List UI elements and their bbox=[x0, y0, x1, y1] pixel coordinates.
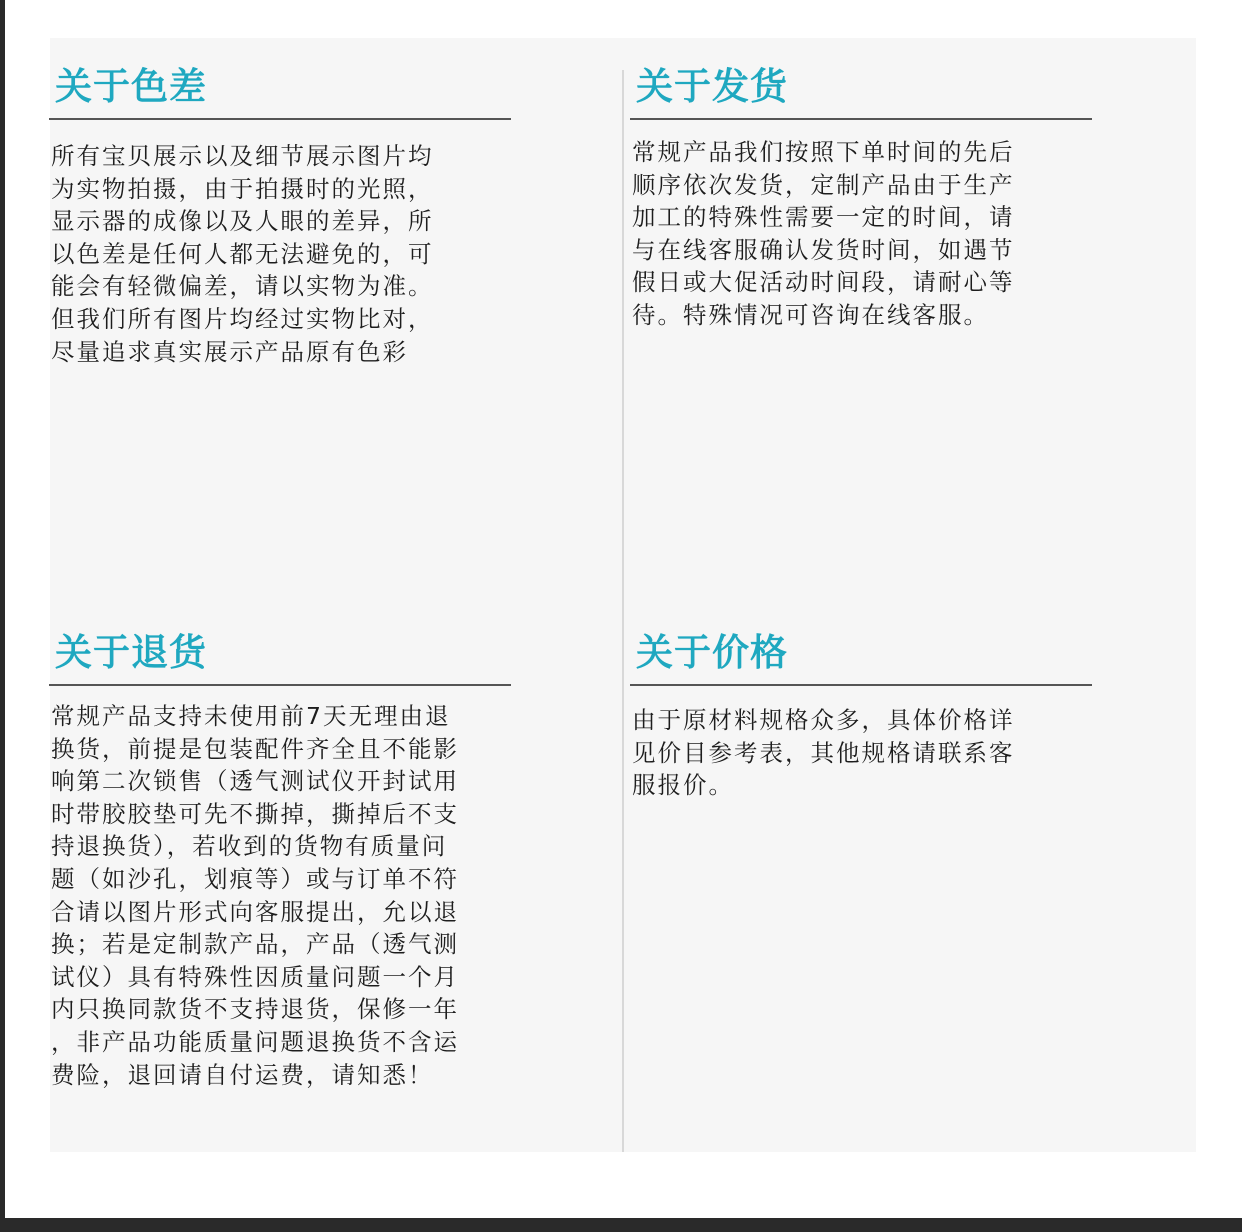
body-line: ，非产品功能质量问题退换货不含运 bbox=[51, 1027, 459, 1056]
title-underline bbox=[630, 684, 1092, 686]
body-line: 持退换货），若收到的货物有质量问 bbox=[51, 832, 448, 861]
title-underline bbox=[49, 684, 511, 686]
column-divider bbox=[622, 70, 624, 1152]
section-price bbox=[630, 630, 1100, 802]
section-shipping bbox=[630, 64, 1100, 332]
section-title: 关于价格 bbox=[636, 631, 788, 674]
body-line: 响第二次锁售（透气测试仪开封试用 bbox=[51, 767, 459, 796]
section-title: 关于色差 bbox=[55, 65, 207, 108]
body-line: 内只换同款货不支持退货，保修一年 bbox=[51, 995, 459, 1024]
body-line: 时带胶胶垫可先不撕掉，撕掉后不支 bbox=[51, 799, 459, 828]
left-edge-bar bbox=[0, 0, 5, 1232]
body-line: 合请以图片形式向客服提出，允以退 bbox=[51, 897, 459, 926]
body-line: 试仪）具有特殊性因质量问题一个月 bbox=[51, 962, 459, 991]
body-line: 常规产品支持未使用前7天无理由退 bbox=[51, 702, 451, 730]
title-underline bbox=[630, 118, 1092, 120]
section-title: 关于发货 bbox=[636, 65, 788, 108]
body-line: 显示器的成像以及人眼的差异，所 bbox=[51, 207, 434, 236]
body-line: 换货，前提是包装配件齐全且不能影 bbox=[51, 734, 459, 763]
bottom-edge-bar bbox=[0, 1218, 1242, 1232]
body-line: 所有宝贝展示以及细节展示图片均 bbox=[51, 142, 434, 170]
body-line: 尽量追求真实展示产品原有色彩 bbox=[51, 337, 408, 366]
body-line: 服报价。 bbox=[632, 771, 734, 800]
body-line: 待。特殊情况可咨询在线客服。 bbox=[632, 300, 989, 329]
body-line: 能会有轻微偏差，请以实物为准。 bbox=[51, 272, 434, 301]
body-line: 假日或大促活动时间段，请耐心等 bbox=[632, 268, 1015, 297]
body-line: 但我们所有图片均经过实物比对， bbox=[51, 304, 434, 333]
body-line: 为实物拍摄，由于拍摄时的光照， bbox=[51, 174, 434, 203]
section-body bbox=[49, 140, 519, 368]
body-line: 以色差是任何人都无法避免的，可 bbox=[51, 239, 434, 268]
body-line: 换；若是定制款产品，产品（透气测 bbox=[51, 930, 459, 959]
section-title: 关于退货 bbox=[55, 631, 207, 674]
section-body bbox=[630, 136, 1100, 332]
section-returns bbox=[49, 630, 519, 1091]
body-line: 顺序依次发货，定制产品由于生产 bbox=[632, 170, 1015, 199]
section-body bbox=[49, 700, 519, 1091]
body-line: 见价目参考表，其他规格请联系客 bbox=[632, 738, 1015, 767]
title-underline bbox=[49, 118, 511, 120]
body-line: 费险，退回请自付运费，请知悉！ bbox=[51, 1060, 434, 1089]
body-line: 题（如沙孔，划痕等）或与订单不符 bbox=[51, 864, 459, 893]
body-line: 常规产品我们按照下单时间的先后 bbox=[632, 138, 1015, 166]
body-line: 与在线客服确认发货时间，如遇节 bbox=[632, 235, 1015, 264]
section-body bbox=[630, 704, 1100, 802]
section-color-difference bbox=[49, 64, 519, 368]
body-line: 加工的特殊性需要一定的时间，请 bbox=[632, 203, 1015, 232]
body-line: 由于原材料规格众多，具体价格详 bbox=[632, 706, 1015, 734]
